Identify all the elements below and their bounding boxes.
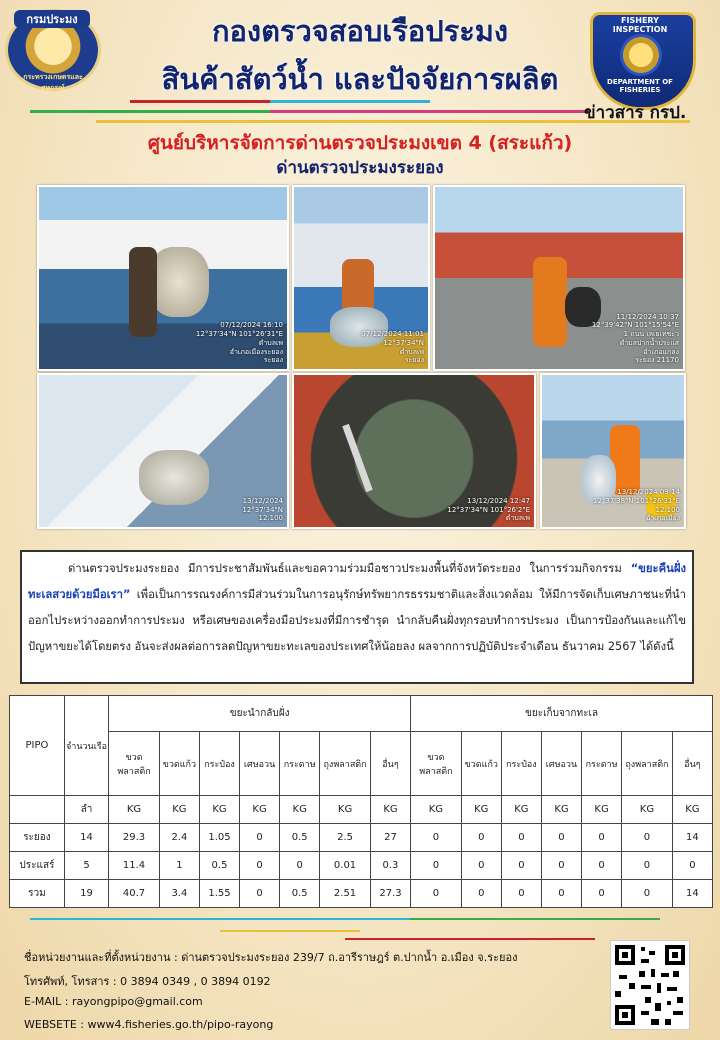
photo-timestamp: 13/12/2024 09:14 12°37'38"N 101°26'31"E 12.100 อำเภอเมือง bbox=[592, 488, 680, 523]
title-line-1: กองตรวจสอบเรือประมง bbox=[211, 14, 509, 48]
sea-value-cell: 14 bbox=[672, 880, 712, 908]
table-row bbox=[10, 852, 713, 880]
photo-boat-cabin-bag bbox=[37, 373, 289, 529]
unit-cell: KG bbox=[541, 796, 581, 824]
shore-value-cell: 2.5 bbox=[320, 824, 371, 852]
photo-fisherman-on-pier bbox=[433, 185, 685, 371]
shore-value-cell: 0 bbox=[280, 852, 320, 880]
description-text-2: เพื่อเป็นการรณรงค์การมีส่วนร่วมในการอนุรักษ์ทรัพยากรธรรมชาติและสิ่งแวดล้อม ให้มีการจัดเก็บเศษภาชนะที่นำออกไประหว่างออกทำการประมง หรือเศษของเครื่องมือประมงที่มีการชำรุด นำกลับคืนฝั่งทุกรอบทำการประมง เป็นการป้องกันและแก้ไขปัญหาขยะได้โดยตรง อันจะส่งผลต่อการลดปัญหาขยะทะเลของประเทศให้น้อยลง ผลจากการปฏิบัติประจำเดือน ธันวาคม 2567 ได้ดังนี้ bbox=[28, 588, 686, 653]
column-header: เศษอวน bbox=[240, 732, 280, 796]
boat-unit: ลำ bbox=[64, 796, 108, 824]
boat-count-cell: 14 bbox=[64, 824, 108, 852]
photo-timestamp: 11/12/2024 10:37 12°39'42"N 101°15'54"E 1 ถนน เลเยเทชะว ตำบลปากน้ำประแส อำเภอแกลง ระยอง 21170 bbox=[591, 312, 679, 365]
sea-value-cell: 0 bbox=[501, 880, 541, 908]
footer-divider-cyan bbox=[30, 918, 410, 920]
news-label: ข่าวสาร กรป. bbox=[584, 103, 687, 123]
unit-cell: KG bbox=[622, 796, 673, 824]
campaign-slogan: “ขยะคืนฝั่ง ทะเลสวยด้วยมือเรา” bbox=[28, 562, 686, 601]
fisherman-figure bbox=[129, 247, 157, 337]
sea-value-cell: 0 bbox=[411, 852, 462, 880]
shore-value-cell: 29.3 bbox=[109, 824, 160, 852]
sea-value-cell: 0 bbox=[411, 824, 462, 852]
pipo-header: PIPO bbox=[10, 696, 65, 796]
shore-value-cell: 3.4 bbox=[159, 880, 199, 908]
photo-timestamp: 13/12/2024 12°37'34"N 12.100 bbox=[242, 496, 283, 523]
unit-cell: KG bbox=[672, 796, 712, 824]
column-header: อื่นๆ bbox=[672, 732, 712, 796]
sea-value-cell: 0 bbox=[541, 852, 581, 880]
unit-cell: KG bbox=[411, 796, 462, 824]
sea-value-cell: 0 bbox=[622, 852, 673, 880]
column-header: ถุงพลาสติก bbox=[622, 732, 673, 796]
footer-phone: โทรศัพท์, โทรสาร : 0 3894 0349 , 0 3894 0192 bbox=[24, 975, 271, 988]
footer-divider-yellow bbox=[220, 930, 360, 932]
shore-value-cell: 0.5 bbox=[280, 880, 320, 908]
unit-spacer bbox=[10, 796, 65, 824]
shore-value-cell: 27.3 bbox=[370, 880, 410, 908]
photo-fisherman-on-deck bbox=[292, 185, 430, 371]
shore-value-cell: 0.5 bbox=[199, 852, 239, 880]
shore-value-cell: 0 bbox=[240, 852, 280, 880]
fisherman-figure bbox=[533, 257, 567, 347]
footer-email: E-MAIL : rayongpipo@gmail.com bbox=[24, 995, 203, 1008]
boat-count-cell: 5 bbox=[64, 852, 108, 880]
photo-timestamp: 07/12/2024 16:10 12°37'34"N 101°26'31"E ตำบลเพ อำเภอเมืองระยอง ระยอง bbox=[195, 321, 283, 365]
footer-divider-green bbox=[410, 918, 660, 920]
sea-value-cell: 0 bbox=[541, 824, 581, 852]
footer-website: WEBSETE : www4.fisheries.go.th/pipo-rayong bbox=[24, 1018, 274, 1031]
photo-collected-fishing-nets bbox=[292, 373, 536, 529]
sea-value-cell: 0 bbox=[622, 880, 673, 908]
sea-group-header: ขยะเก็บจากทะเล bbox=[411, 696, 713, 732]
badge-top-text: FISHERY INSPECTION bbox=[612, 16, 668, 34]
shore-value-cell: 2.4 bbox=[159, 824, 199, 852]
row-name: รวม bbox=[10, 880, 65, 908]
divider-cyan bbox=[270, 100, 430, 103]
column-header: ขวดแก้ว bbox=[159, 732, 199, 796]
divider-pink bbox=[270, 110, 590, 113]
shore-value-cell: 0.5 bbox=[280, 824, 320, 852]
row-name: ระยอง bbox=[10, 824, 65, 852]
column-header: อื่นๆ bbox=[370, 732, 410, 796]
qr-code[interactable] bbox=[610, 940, 690, 1030]
sea-value-cell: 0 bbox=[582, 824, 622, 852]
logo-left-bottom-text: กระทรวงเกษตรและสหกรณ์ bbox=[23, 73, 83, 92]
center-name: ศูนย์บริหารจัดการด่านตรวจประมงเขต 4 (สระแก้ว) bbox=[147, 132, 573, 154]
column-header: กระป๋อง bbox=[501, 732, 541, 796]
shore-value-cell: 40.7 bbox=[109, 880, 160, 908]
column-header: ขวดพลาสติก bbox=[109, 732, 160, 796]
column-header: กระป๋อง bbox=[199, 732, 239, 796]
shore-value-cell: 27 bbox=[370, 824, 410, 852]
boat-count-header: จำนวนเรือ bbox=[64, 696, 108, 796]
sea-value-cell: 0 bbox=[501, 824, 541, 852]
logo-left-top-text: กรมประมง bbox=[14, 10, 90, 28]
badge-emblem-icon bbox=[620, 34, 662, 76]
sea-value-cell: 0 bbox=[411, 880, 462, 908]
unit-cell: KG bbox=[501, 796, 541, 824]
unit-cell: KG bbox=[320, 796, 371, 824]
unit-cell: KG bbox=[109, 796, 160, 824]
shore-value-cell: 2.51 bbox=[320, 880, 371, 908]
photo-timestamp: 07/12/2024 11:01 12°37'34"N ตำบลเพ ระยอง bbox=[361, 330, 424, 365]
boat-count-cell: 19 bbox=[64, 880, 108, 908]
checkpoint-name: ด่านตรวจประมงระยอง bbox=[276, 158, 444, 178]
sea-value-cell: 0 bbox=[541, 880, 581, 908]
description-text-1: ด่านตรวจประมงระยอง มีการประชาสัมพันธ์และขอความร่วมมือชาวประมงพื้นที่จังหวัดระยอง ในการร่วมกิจกรรม bbox=[68, 562, 631, 575]
divider-red bbox=[130, 100, 270, 103]
description-box bbox=[20, 550, 694, 684]
footer-divider-red bbox=[345, 938, 595, 940]
shore-value-cell: 11.4 bbox=[109, 852, 160, 880]
shore-value-cell: 1.55 bbox=[199, 880, 239, 908]
table-row bbox=[10, 824, 713, 852]
garbage-bag-icon bbox=[149, 247, 209, 317]
sea-value-cell: 0 bbox=[501, 852, 541, 880]
unit-cell: KG bbox=[280, 796, 320, 824]
shore-value-cell: 1.05 bbox=[199, 824, 239, 852]
sea-value-cell: 0 bbox=[582, 852, 622, 880]
footer-address: ชื่อหน่วยงานและที่ตั้งหน่วยงาน : ด่านตรวจประมงระยอง 239/7 ถ.อารีราษฎร์ ต.ปากน้ำ อ.เมือง จ.ระยอง bbox=[24, 951, 518, 964]
shore-value-cell: 0.3 bbox=[370, 852, 410, 880]
unit-cell: KG bbox=[461, 796, 501, 824]
unit-cell: KG bbox=[199, 796, 239, 824]
sea-value-cell: 0 bbox=[672, 852, 712, 880]
sea-value-cell: 0 bbox=[622, 824, 673, 852]
qr-code-icon bbox=[611, 941, 689, 1029]
shore-value-cell: 0 bbox=[240, 824, 280, 852]
waste-collection-table bbox=[9, 695, 713, 908]
shore-value-cell: 1 bbox=[159, 852, 199, 880]
column-header: ถุงพลาสติก bbox=[320, 732, 371, 796]
unit-cell: KG bbox=[159, 796, 199, 824]
photo-timestamp: 13/12/2024 12:47 12°37'34"N 101°26'2"E ตำบลเพ bbox=[447, 496, 530, 523]
column-header: เศษอวน bbox=[541, 732, 581, 796]
unit-cell: KG bbox=[582, 796, 622, 824]
photo-fisherman-with-yellow-bucket bbox=[540, 373, 686, 529]
table-row bbox=[10, 880, 713, 908]
sea-value-cell: 0 bbox=[461, 880, 501, 908]
unit-cell: KG bbox=[370, 796, 410, 824]
sea-value-cell: 14 bbox=[672, 824, 712, 852]
shore-value-cell: 0.01 bbox=[320, 852, 371, 880]
shore-group-header: ขยะนำกลับฝั่ง bbox=[109, 696, 411, 732]
badge-bottom-text: DEPARTMENT OF FISHERIES bbox=[607, 78, 673, 94]
photo-fisherman-with-bag bbox=[37, 185, 289, 371]
column-header: กระดาษ bbox=[280, 732, 320, 796]
column-header: กระดาษ bbox=[582, 732, 622, 796]
title-line-2: สินค้าสัตว์น้ำ และปัจจัยการผลิต bbox=[161, 62, 559, 96]
row-name: ประแสร์ bbox=[10, 852, 65, 880]
shore-value-cell: 0 bbox=[240, 880, 280, 908]
column-header: ขวดแก้ว bbox=[461, 732, 501, 796]
column-header: ขวดพลาสติก bbox=[411, 732, 462, 796]
garbage-bag-icon bbox=[139, 450, 209, 505]
unit-cell: KG bbox=[240, 796, 280, 824]
trap-pole bbox=[342, 424, 373, 492]
sea-value-cell: 0 bbox=[461, 824, 501, 852]
sea-value-cell: 0 bbox=[582, 880, 622, 908]
divider-green bbox=[30, 110, 270, 113]
sea-value-cell: 0 bbox=[461, 852, 501, 880]
